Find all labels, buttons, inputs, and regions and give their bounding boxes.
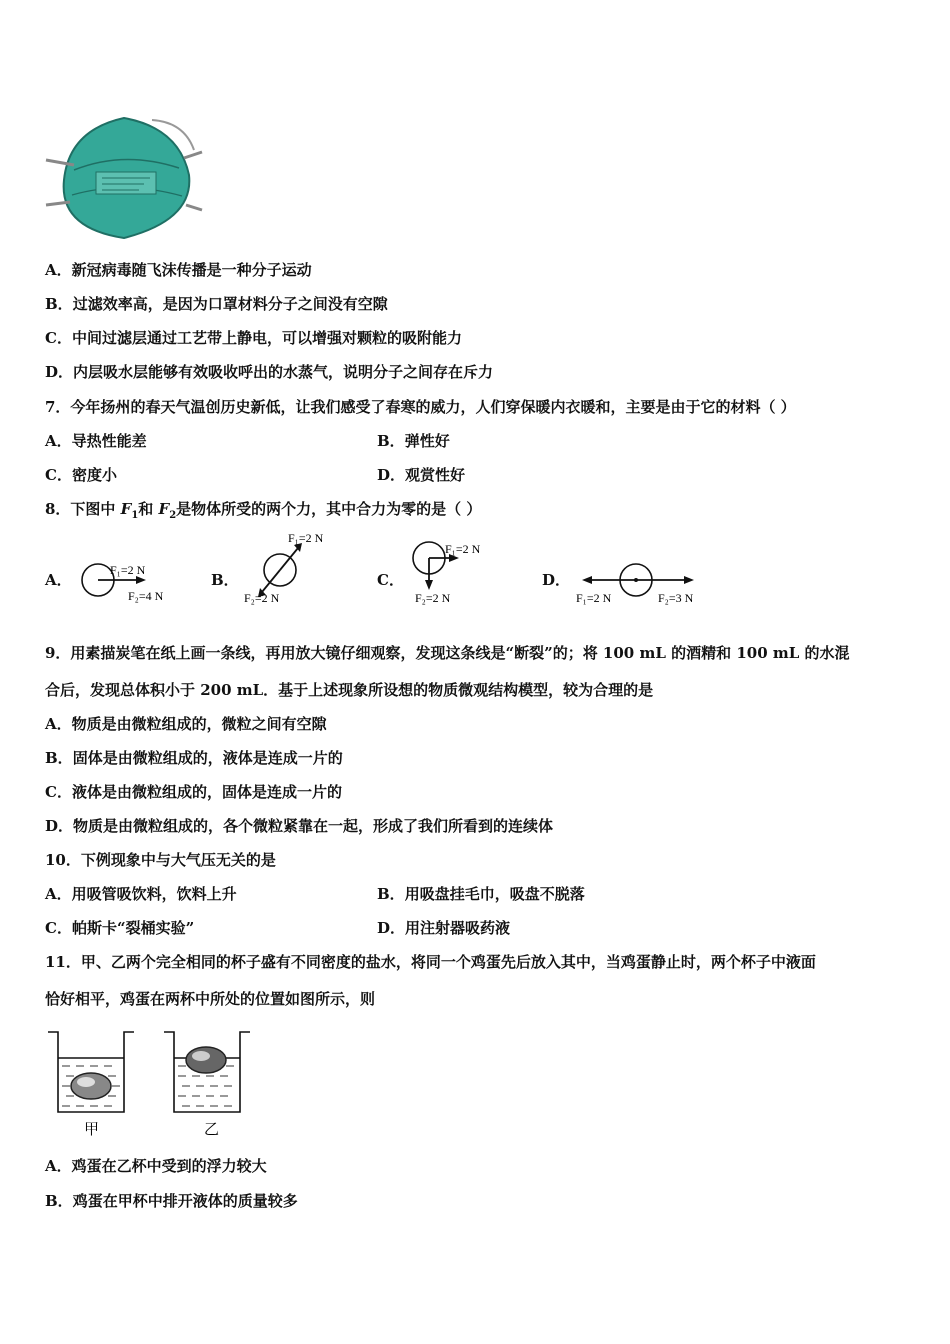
q9-stem-line1: 9．用素描炭笔在纸上画一条线，再用放大镜仔细观察，发现这条线是“断裂”的；将 100 mL 的酒精和 100 mL 的水混 — [45, 644, 850, 662]
cup-yi — [164, 1032, 250, 1112]
q11-option-a: A．鸡蛋在乙杯中受到的浮力较大 — [45, 1157, 267, 1175]
q7-option-b: B．弹性好 — [377, 432, 450, 450]
cup-label-jia: 甲 — [84, 1122, 100, 1138]
q8-fig-d-f2: F₂=3 N — [658, 591, 694, 605]
q8-fig-c-label: C． — [377, 571, 404, 589]
q8-fig-b-f1: F₁=2 N — [288, 531, 324, 545]
mask-image — [44, 110, 204, 245]
q8-fig-d — [574, 560, 714, 614]
q7-option-c: C．密度小 — [45, 466, 117, 484]
q10-stem: 10．下例现象中与大气压无关的是 — [45, 851, 276, 869]
q8-fig-a — [70, 558, 190, 612]
q7-stem: 7．今年扬州的春天气温创历史新低，让我们感受了春寒的威力，人们穿保暖内衣暖和，主要是由于它的材料（ ） — [45, 398, 796, 416]
q11-cups-figure — [44, 1028, 264, 1144]
q8-stem: 8．下图中 $F_1$和 $F_2$是物体所受的两个力，其中合力为零的是（ ） — [45, 500, 482, 521]
q8-fig-a-f2: F₂=4 N — [128, 589, 164, 603]
q10-option-c: C．帕斯卡“裂桶实验” — [45, 919, 195, 937]
q11-stem-line1: 11．甲、乙两个完全相同的杯子盛有不同密度的盐水，将同一个鸡蛋先后放入其中，当鸡蛋静止时，两个杯子中液面 — [45, 953, 816, 971]
q9-option-d: D．物质是由微粒组成的，各个微粒紧靠在一起，形成了我们所看到的连续体 — [45, 817, 554, 835]
cup-jia — [48, 1032, 134, 1112]
q8-fig-d-f1: F₁=2 N — [576, 591, 612, 605]
q6-option-b: B．过滤效率高，是因为口罩材料分子之间没有空隙 — [45, 295, 388, 313]
q9-option-b: B．固体是由微粒组成的，液体是连成一片的 — [45, 749, 343, 767]
q9-stem-line2: 合后，发现总体积小于 200 mL．基于上述现象所设想的物质微观结构模型，较为合理的是 — [45, 681, 654, 699]
q8-fig-a-label: A． — [45, 571, 72, 589]
q10-option-a: A．用吸管吸饮料，饮料上升 — [45, 885, 237, 903]
q6-option-c: C．中间过滤层通过工艺带上静电，可以增强对颗粒的吸附能力 — [45, 329, 462, 347]
q8-fig-d-label: D． — [542, 571, 571, 589]
q10-option-b: B．用吸盘挂毛巾，吸盘不脱落 — [377, 885, 585, 903]
q8-fig-c-f1: F₁=2 N — [445, 542, 481, 556]
cup-label-yi: 乙 — [204, 1122, 220, 1138]
q8-fig-c-f2: F₂=2 N — [415, 591, 451, 605]
q8-fig-c — [405, 538, 505, 612]
q7-option-d: D．观赏性好 — [377, 466, 466, 484]
q6-option-a: A．新冠病毒随飞沫传播是一种分子运动 — [45, 261, 312, 279]
q7-option-a: A．导热性能差 — [45, 432, 147, 450]
q8-fig-b-label: B． — [211, 571, 239, 589]
q9-option-c: C．液体是由微粒组成的，固体是连成一片的 — [45, 783, 342, 801]
q8-fig-b-f2: F₂=2 N — [244, 591, 280, 605]
q10-option-d: D．用注射器吸药液 — [377, 919, 511, 937]
q6-option-d: D．内层吸水层能够有效吸收呼出的水蒸气，说明分子之间存在斥力 — [45, 363, 494, 381]
q9-option-a: A．物质是由微粒组成的，微粒之间有空隙 — [45, 715, 327, 733]
q8-fig-b — [238, 528, 338, 612]
q11-option-b: B．鸡蛋在甲杯中排开液体的质量较多 — [45, 1192, 298, 1210]
q8-fig-a-f1: F₁=2 N — [110, 563, 146, 577]
q11-stem-line2: 恰好相平，鸡蛋在两杯中所处的位置如图所示，则 — [45, 990, 376, 1008]
